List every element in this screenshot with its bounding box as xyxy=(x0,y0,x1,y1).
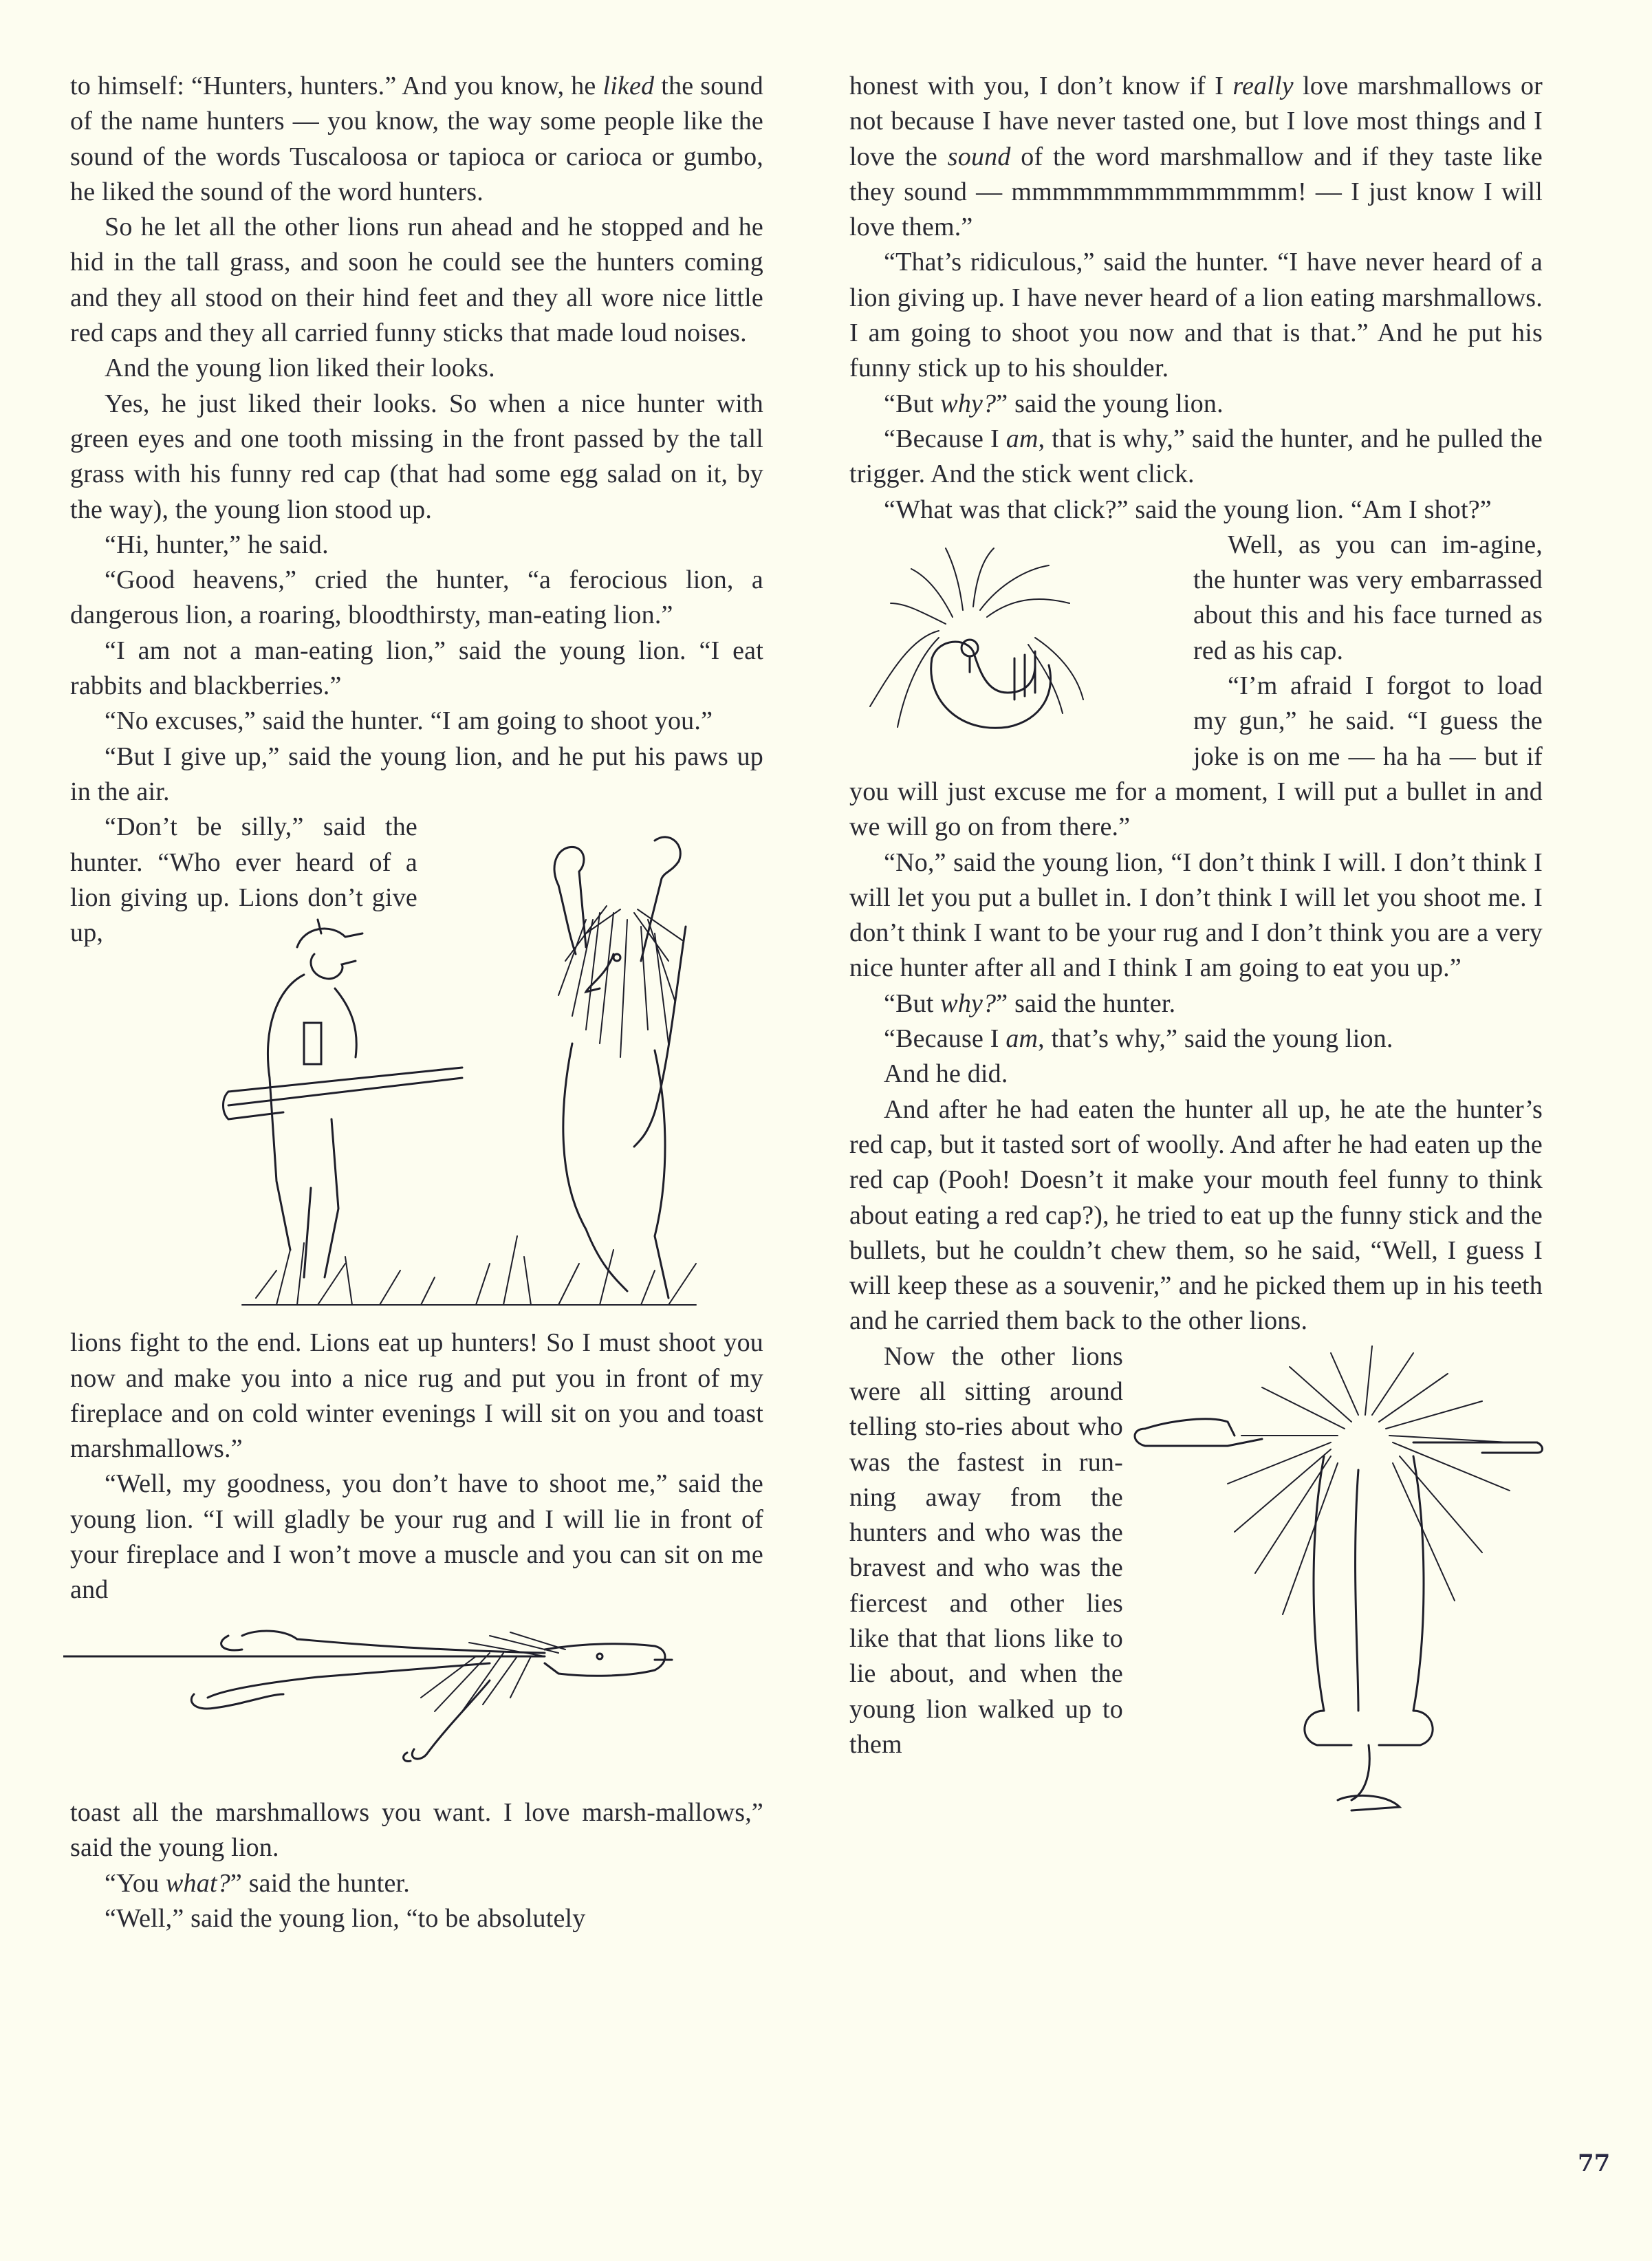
paragraph: toast all the marshmallows you want. I love marsh-mallows,” said the young lion. xyxy=(70,1797,763,1863)
paragraph: “I am not a man-eating lion,” said the young lion. “I eat rabbits and blackberries.” xyxy=(70,636,763,701)
paragraph: “But why?” said the hunter. xyxy=(884,988,1176,1018)
paragraph: “But I give up,” said the young lion, and he put his paws up in the air. xyxy=(70,742,763,806)
paragraph: “That’s ridiculous,” said the hunter. “I have never heard of a lion giving up. I have never heard of a lion eating marshmallows. I am going to shoot you now and that is that.” And he put his funny stick up to his shoulder. xyxy=(849,248,1543,383)
paragraph: “Hi, hunter,” he said. xyxy=(105,530,329,559)
right-column xyxy=(849,69,1543,1762)
paragraph: “Because I am, that’s why,” said the young lion. xyxy=(884,1024,1393,1054)
paragraph: “Good heavens,” cried the hunter, “a ferocious lion, a dangerous lion, a roaring, bloodthirsty, man-eating lion.” xyxy=(70,565,763,630)
hunter-lion-block xyxy=(70,810,763,1326)
paragraph: “But why?” said the young lion. xyxy=(884,389,1224,418)
paragraph: And he did. xyxy=(884,1059,1008,1089)
paragraph: “No excuses,” said the hunter. “I am going to shoot you.” xyxy=(105,706,713,736)
paragraph: “What was that click?” said the young lion. “Am I shot?” xyxy=(884,495,1492,524)
paragraph: And after he had eaten the hunter all up, he ate the hunter’s red cap, but it tasted sort of woolly. And after he had eaten up the red cap (Pooh! Doesn’t it make your mouth feel funny to think about eating a red cap?), he tried to eat up the funny stick and the bullets, but he couldn’t chew them, so he said, “Well, I guess I will keep these as a souvenir,” and he picked them up in his teeth and he carried them back to the other lions. xyxy=(849,1094,1543,1336)
page-number: 77 xyxy=(1578,2150,1611,2177)
hunter-and-lion-illustration xyxy=(173,823,724,1319)
paragraph: Yes, he just liked their looks. So when a nice hunter with green eyes and one tooth missing in the front passed by the tall grass with his funny red cap (that had some egg salad on it, by the way), the young lion stood up. xyxy=(70,389,763,524)
lion-covering-face-drawing-icon xyxy=(849,534,1124,734)
paragraph: lions fight to the end. Lions eat up hunters! So I must shoot you now and make you into a nice rug and put you in front of my fireplace and on cold winter evenings I will sit on you and toast marshmallows.” xyxy=(70,1328,763,1464)
lion-face-covered-illustration xyxy=(849,534,1193,741)
left-column xyxy=(70,69,763,1936)
paragraph: “Don’t be silly,” said the hunter. “Who ever heard of a lion giving up. Lions don’t give up, xyxy=(70,812,417,948)
paragraph: And the young lion liked their looks. xyxy=(105,354,495,383)
paragraph: “Because I am, that is why,” said the hunter, and he pulled the trigger. And the stick went click. xyxy=(849,424,1543,489)
paragraph: “I’m afraid I forgot to load my gun,” he said. “I guess the joke is on me — ha ha — but if you will just excuse me for a moment, I will put a bullet in and we will go on from there.” xyxy=(849,671,1543,842)
paragraph: So he let all the other lions run ahead and he stopped and he hid in the tall grass, and soon he could see the hunters coming and they all stood on their hind feet and they all wore nice little red caps and they all carried funny sticks that made loud noises. xyxy=(70,213,763,348)
paragraph: “You what?” said the hunter. xyxy=(105,1868,411,1898)
lion-rug-illustration xyxy=(63,1615,763,1790)
paragraph: Well, as you can im-agine, the hunter was very embarrassed about this and his face turned as red as his cap. xyxy=(1193,530,1543,665)
lion-rug-drawing-icon xyxy=(63,1615,772,1780)
paragraph: “No,” said the young lion, “I don’t think I will. I don’t think I will let you put a bullet in. I don’t think I will let you shoot me. I don’t think I want to be your rug and I don’t think you are a very nice hunter after all and I think I am going to eat you up.” xyxy=(849,847,1543,983)
paragraph: to himself: “Hunters, hunters.” And you know, he liked the sound of the name hunters — you know, the way some people like the sound of the words Tuscaloosa or tapioca or carioca or gumbo, he liked the sound of the word hunters. xyxy=(70,72,763,206)
lion-carrying-rifle-drawing-icon xyxy=(1124,1326,1565,1821)
lion-from-behind-block xyxy=(849,1339,1543,1763)
hunter-lion-drawing-icon xyxy=(173,823,724,1319)
paragraph: “Well,” said the young lion, “to be absolutely xyxy=(105,1903,586,1933)
paragraph: Now the other lions were all sitting around telling sto-ries about who was the fastest in run-ning away from the hunters and who was the bravest and who was the fiercest and other lies like that that lions like to lie about, and when the young lion walked up to them xyxy=(849,1341,1123,1759)
lion-from-behind-illustration xyxy=(1124,1326,1565,1821)
paragraph: honest with you, I don’t know if I really love marshmallows or not because I have never tasted one, but I love most things and I love the sound of the word marshmallow and if they taste like they sound — mmmmmmmmmmmmmm! — I just know I will love them.” xyxy=(849,72,1543,242)
paragraph: “Well, my goodness, you don’t have to shoot me,” said the young lion. “I will gladly be your rug and I will lie in front of your fireplace and I won’t move a muscle and you can sit on me and xyxy=(70,1469,763,1605)
